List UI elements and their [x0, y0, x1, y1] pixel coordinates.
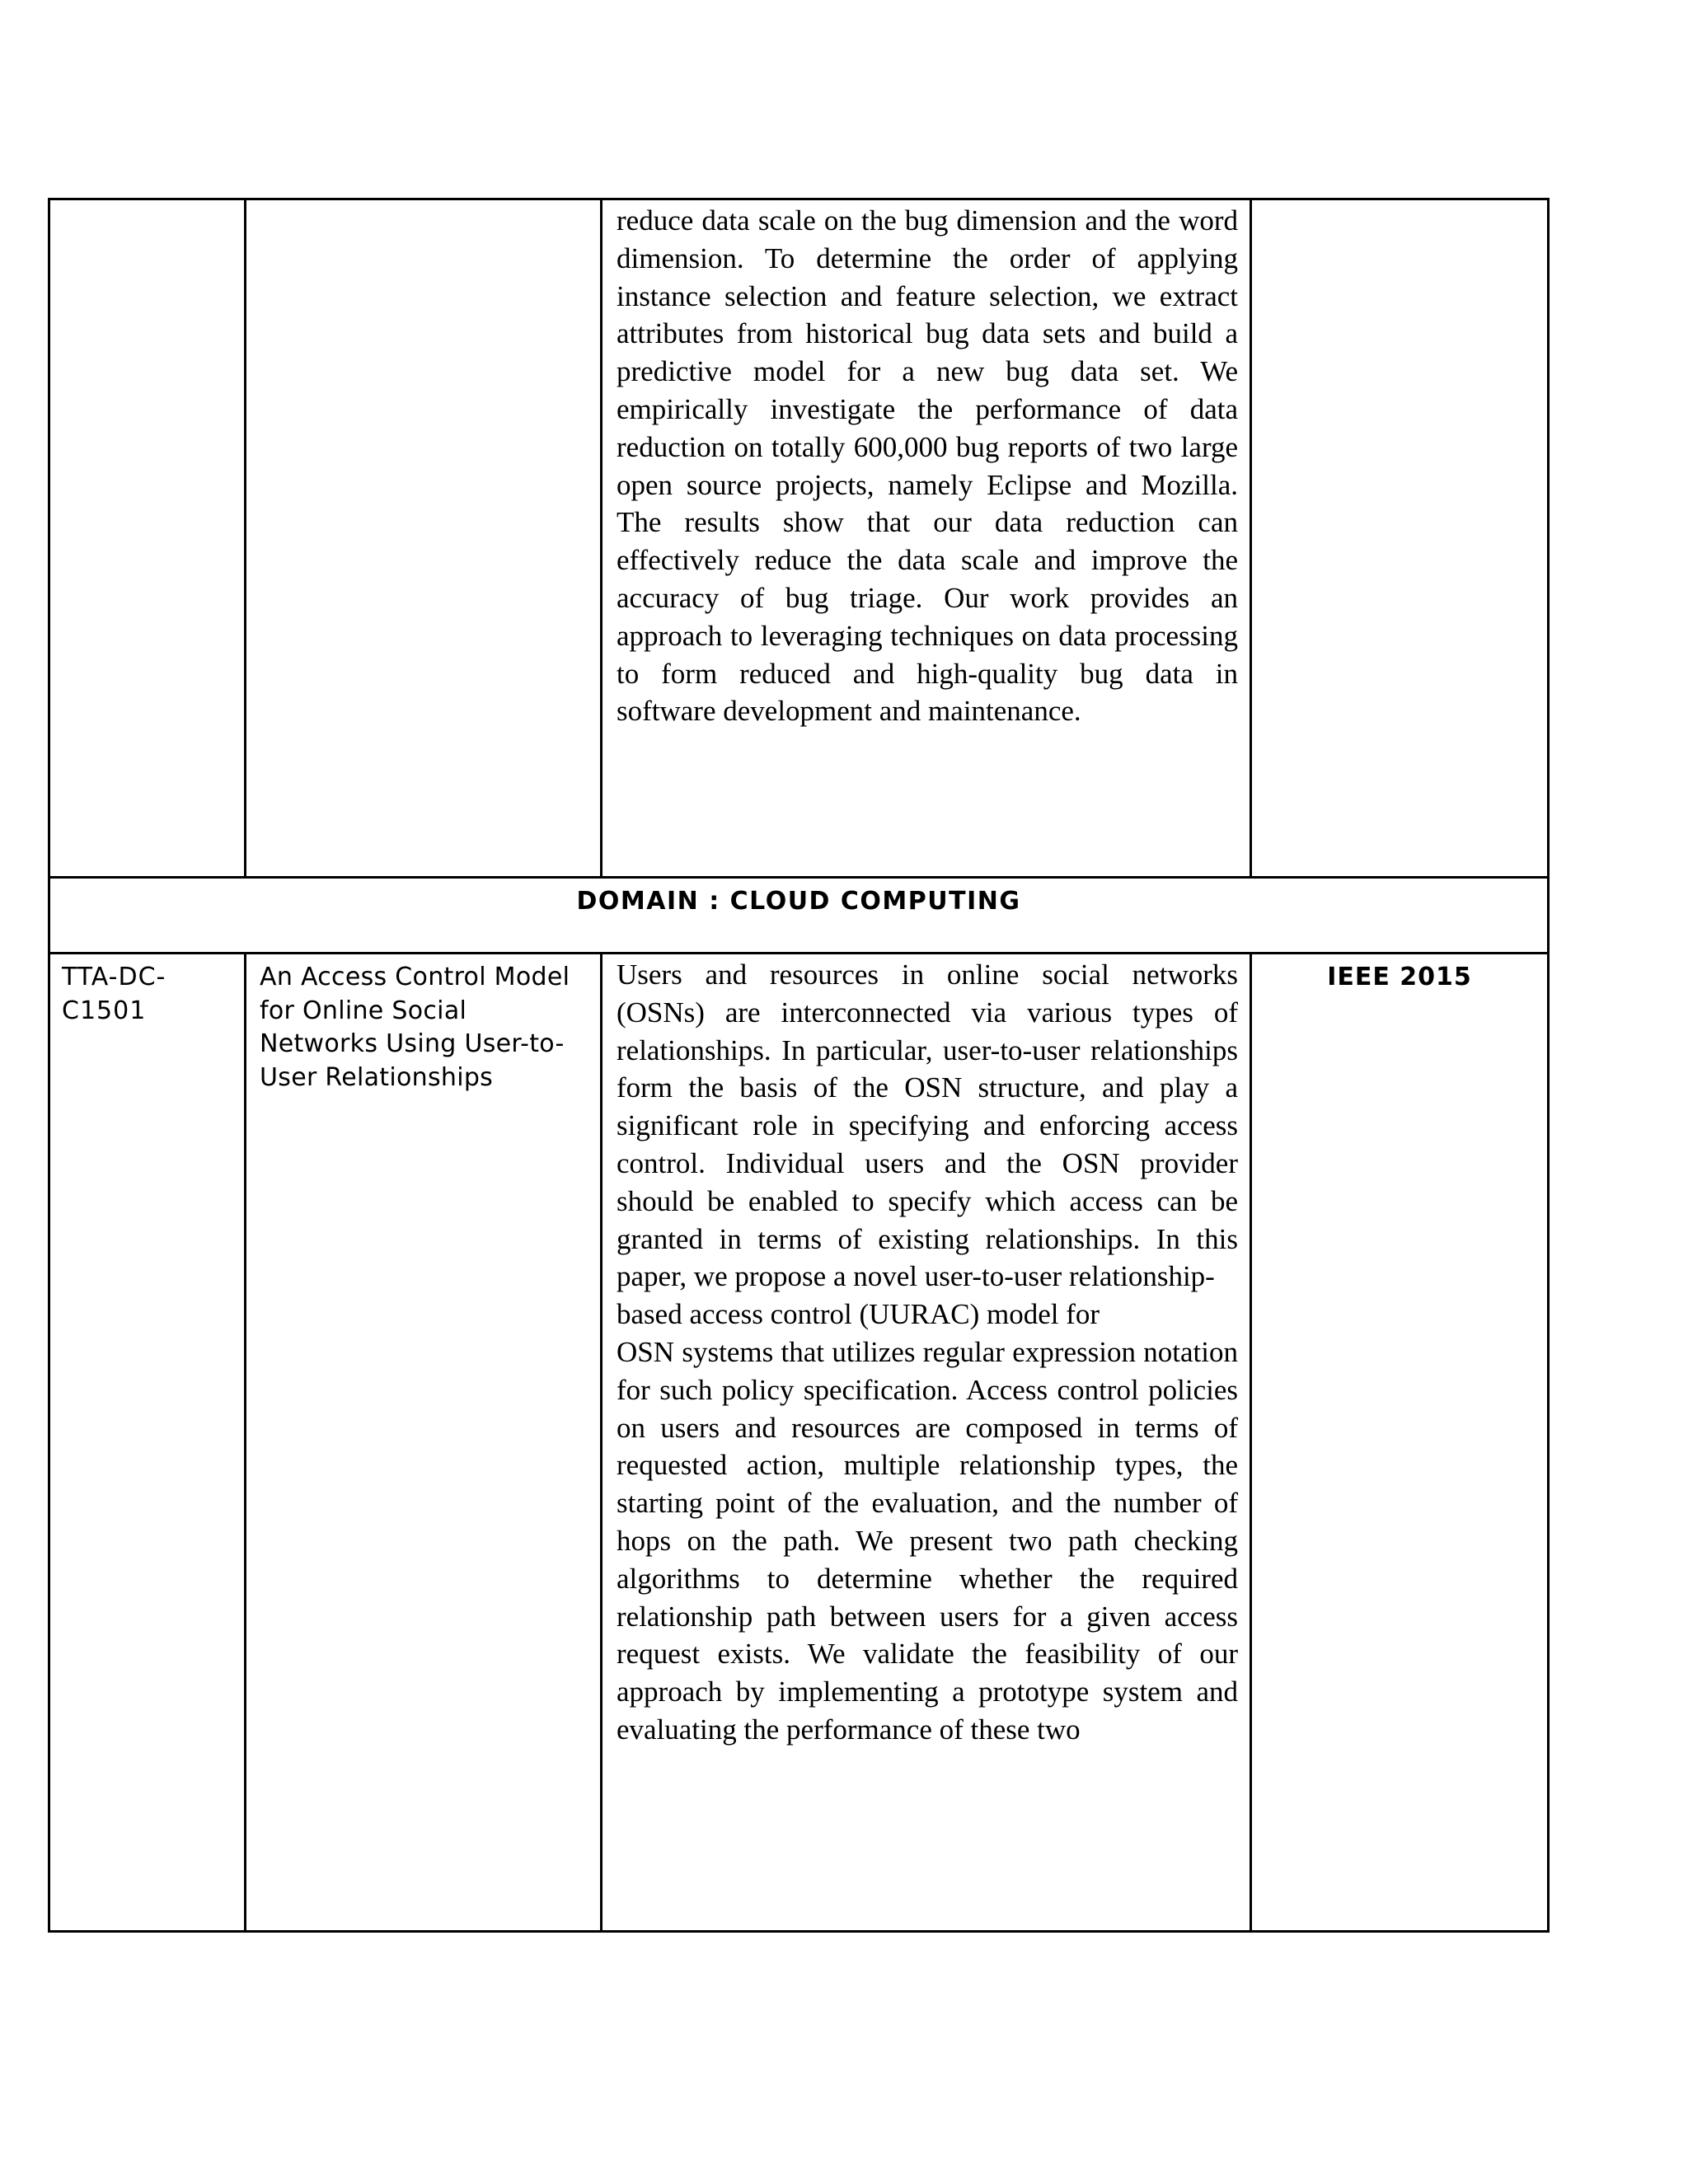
abstract-text: [603, 954, 1250, 1752]
publication: [1252, 200, 1547, 207]
project-title-cell: [246, 199, 602, 878]
domain-row: [49, 878, 1549, 954]
project-id: [50, 200, 244, 207]
domain-heading: DOMAIN : CLOUD COMPUTING: [49, 878, 1549, 954]
project-table: [48, 198, 1550, 1933]
table-row: [49, 954, 1549, 1932]
project-title: An Access Control Model for Online Social Networks Using User-to-User Relationships: [260, 963, 570, 1092]
publication: IEEE 2015: [1327, 963, 1472, 991]
abstract-paragraph: Users and resources in online social networks (OSNs) are interconnected via various types of relationships. In particular, user-to-user relationships form the basis of the OSN structure, and play a significant role in specifying and enforcing access control. Individual users and the OSN provider should be enabled to specify which access can be granted in terms of existing relationships. In this paper, we propose a novel user-to-user relationship-: [617, 958, 1238, 1293]
abstract-paragraph: OSN systems that utilizes regular expression notation for such policy specification. Access control policies on users and resources are composed in terms of requested action, multiple relationship types, the starting point of the evaluation, and the number of hops on the path. We present two path checking algorithms to determine whether the required relationship path between users for a given access request exists. We validate the feasibility of our approach by implementing a prototype system and evaluating the performance of these two: [617, 1335, 1238, 1746]
table-row: [49, 199, 1549, 878]
abstract-cell: [602, 954, 1251, 1932]
project-id-cell: [49, 199, 246, 878]
project-id-cell: [49, 954, 246, 1932]
abstract-cell: [602, 199, 1251, 878]
publication-cell: [1251, 954, 1549, 1932]
abstract-text: reduce data scale on the bug dimension and the word dimension. To determine the order of applying instance selection and feature selection, we extract attributes from historical bug data sets and build a predictive model for a new bug data set. We empirically investigate the performance of data reduction on totally 600,000 bug reports of two large open source projects, namely Eclipse and Mozilla. The results show that our data reduction can effectively reduce the data scale and improve the accuracy of bug triage. Our work provides an approach to leveraging techniques on data processing to form reduced and high-quality bug data in software development and maintenance.: [617, 204, 1238, 728]
publication-cell: [1251, 199, 1549, 878]
project-title: [246, 200, 600, 207]
abstract-paragraph: based access control (UURAC) model for: [617, 1298, 1100, 1331]
project-title-cell: [246, 954, 602, 1932]
project-id: TTA-DC-C1501: [62, 963, 166, 1025]
